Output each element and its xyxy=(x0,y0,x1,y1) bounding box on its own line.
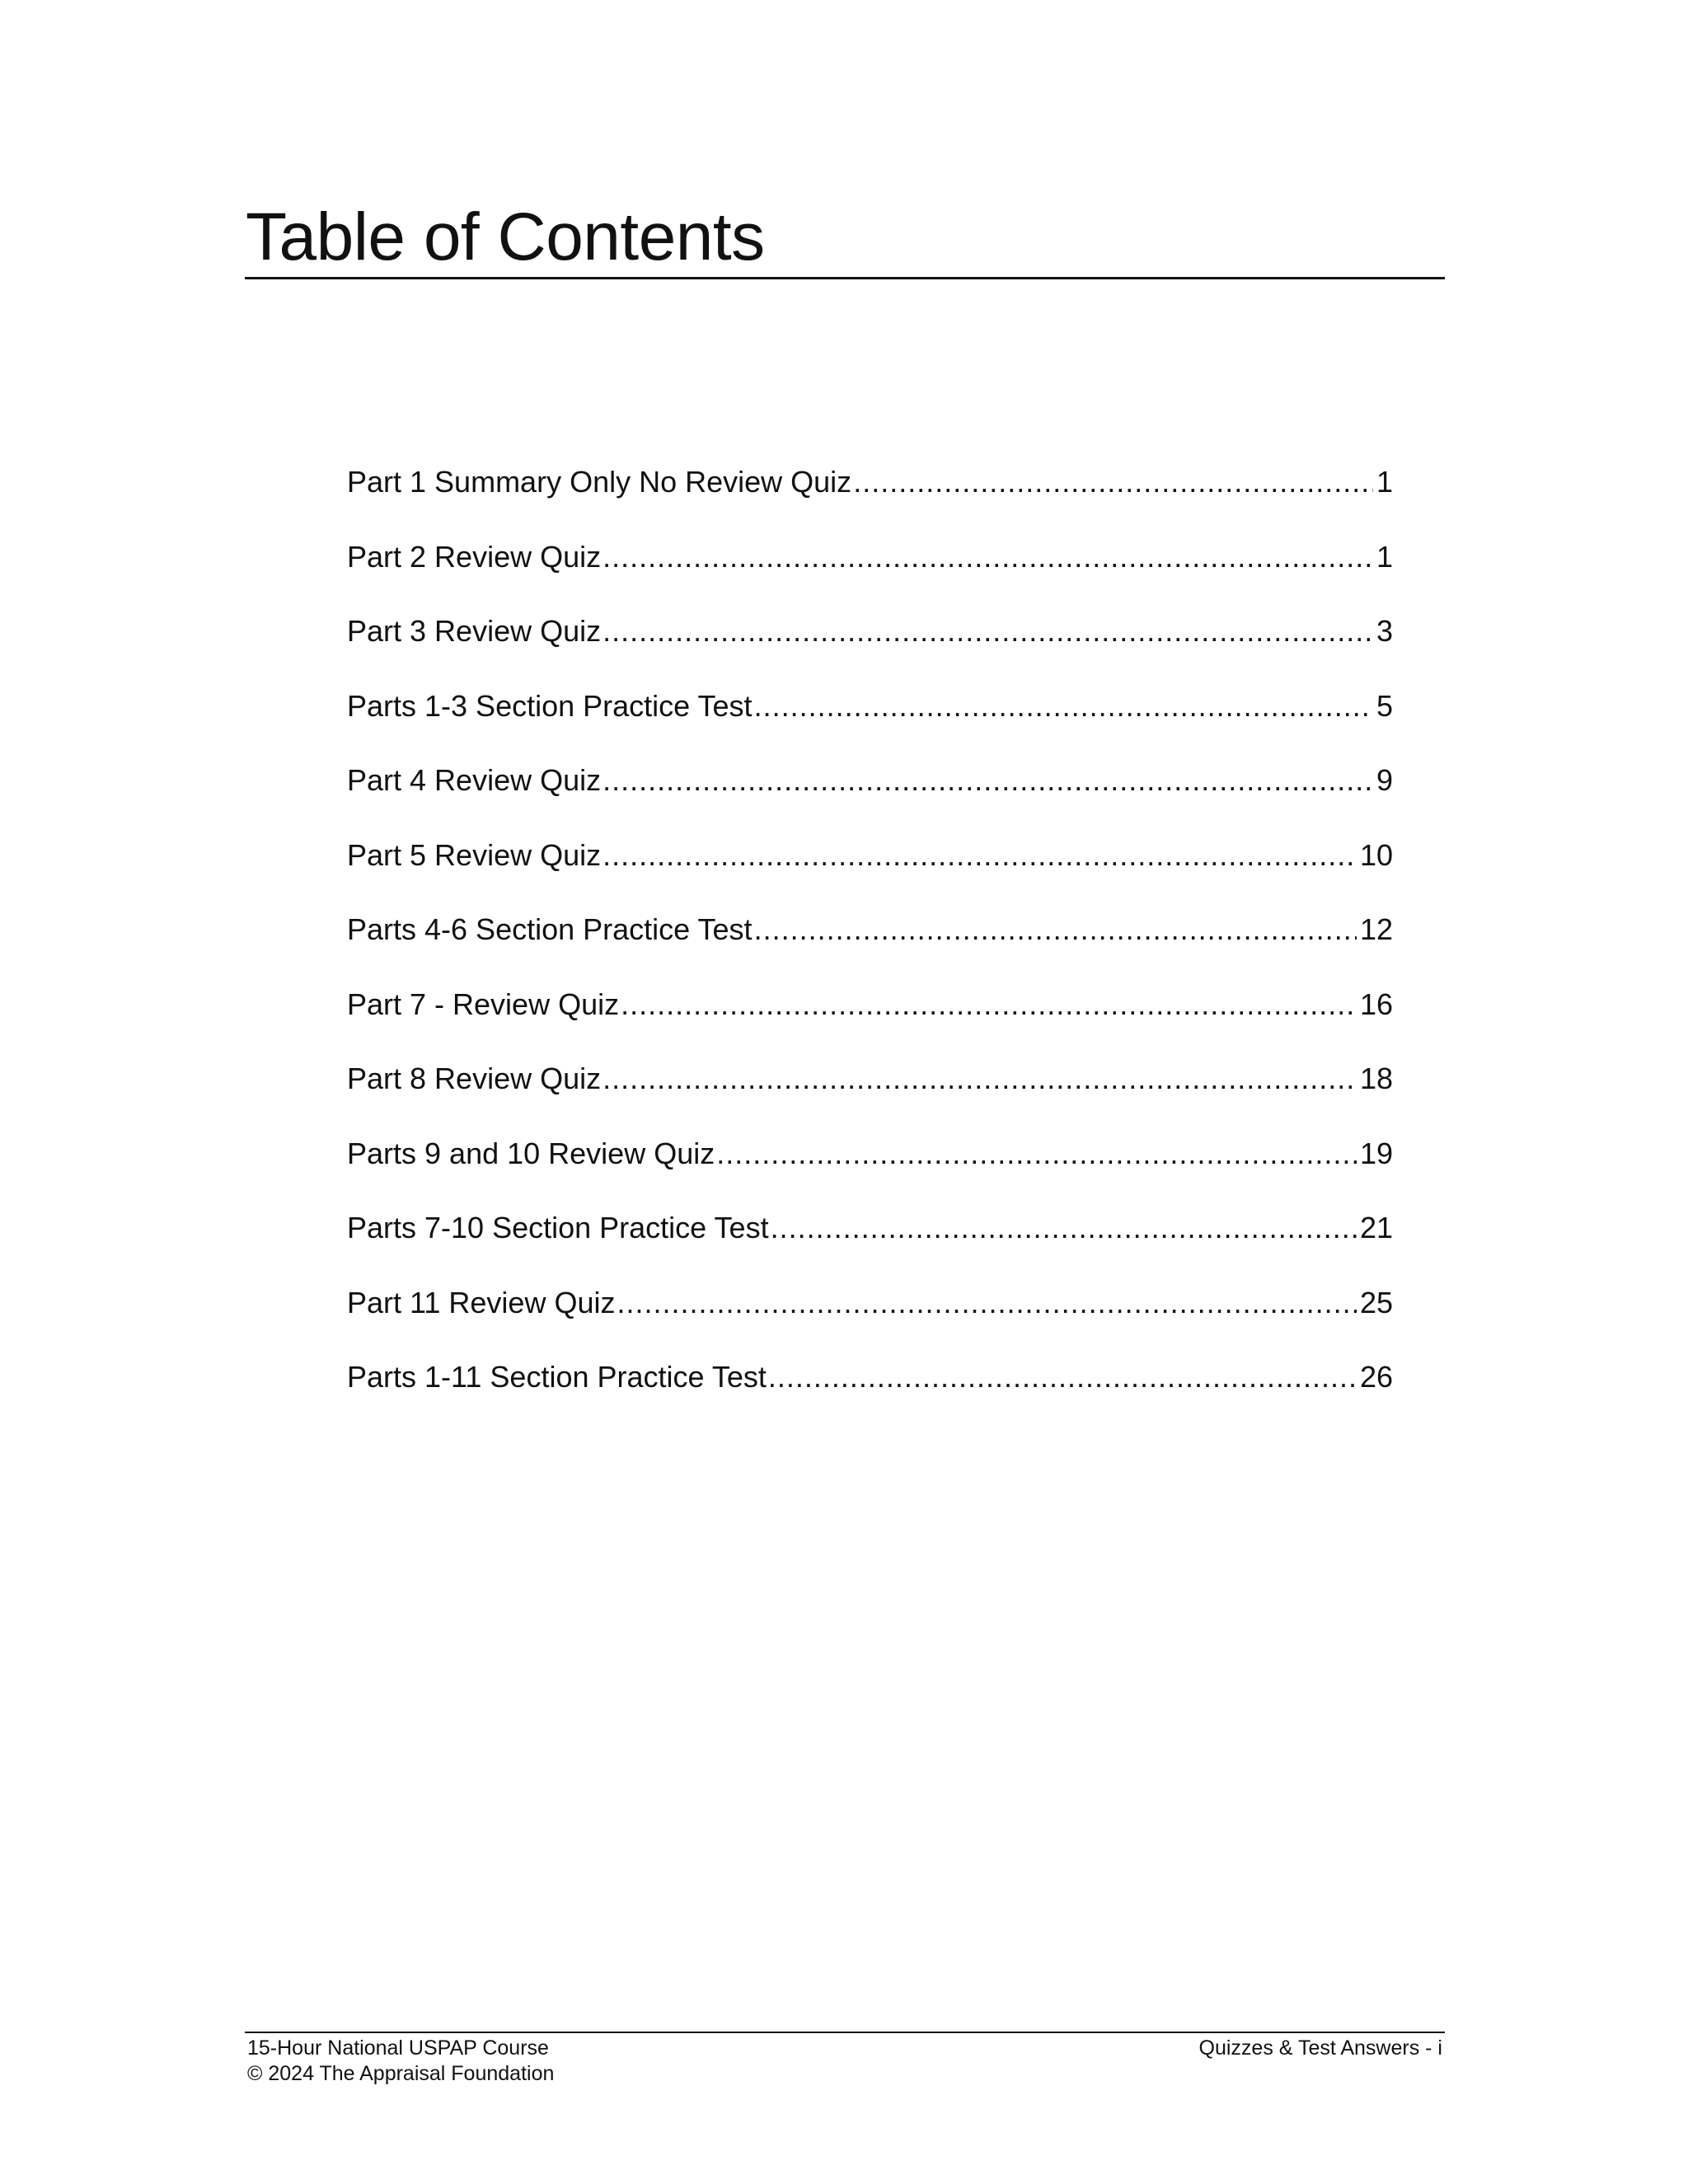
toc-entry-page: 18 xyxy=(1359,1062,1393,1095)
toc-entry[interactable] xyxy=(347,537,1393,612)
toc-dot-leader xyxy=(603,537,1373,577)
toc-dot-leader xyxy=(754,687,1373,726)
toc-entry-page: 5 xyxy=(1376,688,1393,723)
toc-entry-page: 10 xyxy=(1359,837,1393,872)
toc-entry-label: Part 4 Review Quiz xyxy=(347,763,602,797)
toc-entry-page: 9 xyxy=(1376,763,1393,797)
toc-entry[interactable] xyxy=(347,1208,1393,1283)
title-divider xyxy=(245,277,1445,279)
footer-left xyxy=(247,2036,554,2087)
toc-dot-leader xyxy=(603,1059,1357,1099)
toc-dot-leader xyxy=(603,761,1373,800)
toc-entry-label: Part 1 Summary Only No Review Quiz xyxy=(347,465,852,499)
toc-entry[interactable] xyxy=(347,1283,1393,1358)
toc-entry-label: Parts 4-6 Section Practice Test xyxy=(347,912,753,946)
toc-entry-page: 1 xyxy=(1376,465,1393,499)
toc-entry-page: 1 xyxy=(1376,539,1393,574)
toc-entry[interactable] xyxy=(347,1134,1393,1209)
toc-entry-page: 26 xyxy=(1359,1360,1393,1394)
toc-dot-leader xyxy=(768,1357,1357,1397)
toc-entry-label: Part 8 Review Quiz xyxy=(347,1062,602,1095)
toc-entry-page: 12 xyxy=(1359,912,1393,946)
page-title: Table of Contents xyxy=(246,199,765,274)
footer-course-title: 15-Hour National USPAP Course xyxy=(247,2036,549,2060)
toc-entry-label: Parts 7-10 Section Practice Test xyxy=(347,1211,769,1244)
toc-entry-label: Part 2 Review Quiz xyxy=(347,539,602,574)
footer-divider xyxy=(245,2032,1445,2033)
toc-entry-label: Parts 9 and 10 Review Quiz xyxy=(347,1136,715,1170)
footer-copyright: © 2024 The Appraisal Foundation xyxy=(247,2062,555,2085)
toc-entry-label: Part 11 Review Quiz xyxy=(347,1285,616,1319)
toc-entry[interactable] xyxy=(347,761,1393,836)
toc-entry[interactable] xyxy=(347,910,1393,985)
toc-entry-page: 3 xyxy=(1376,614,1393,648)
toc-dot-leader xyxy=(603,612,1373,651)
toc-entry-page: 25 xyxy=(1359,1285,1393,1319)
toc-entry[interactable] xyxy=(347,836,1393,911)
toc-dot-leader xyxy=(617,1283,1356,1323)
toc-entry-page: 19 xyxy=(1359,1136,1393,1170)
toc-entry-label: Parts 1-11 Section Practice Test xyxy=(347,1360,767,1394)
toc-dot-leader xyxy=(603,836,1357,875)
toc-entry[interactable] xyxy=(347,612,1393,687)
table-of-contents xyxy=(347,462,1393,1432)
toc-entry[interactable] xyxy=(347,1357,1393,1432)
toc-dot-leader xyxy=(754,910,1357,949)
toc-entry[interactable] xyxy=(347,985,1393,1060)
toc-dot-leader xyxy=(621,985,1357,1024)
toc-dot-leader xyxy=(853,462,1373,502)
toc-entry-label: Parts 1-3 Section Practice Test xyxy=(347,688,753,723)
toc-dot-leader xyxy=(771,1208,1357,1248)
footer-section-label: Quizzes & Test Answers - i xyxy=(1198,2036,1442,2060)
toc-entry[interactable] xyxy=(347,687,1393,762)
toc-dot-leader xyxy=(716,1134,1357,1174)
toc-entry-page: 16 xyxy=(1359,987,1393,1021)
toc-entry[interactable] xyxy=(347,462,1393,537)
toc-entry[interactable] xyxy=(347,1059,1393,1134)
toc-entry-label: Part 3 Review Quiz xyxy=(347,614,602,648)
toc-entry-page: 21 xyxy=(1359,1211,1393,1244)
toc-entry-label: Part 7 - Review Quiz xyxy=(347,987,620,1021)
toc-entry-label: Part 5 Review Quiz xyxy=(347,837,602,872)
